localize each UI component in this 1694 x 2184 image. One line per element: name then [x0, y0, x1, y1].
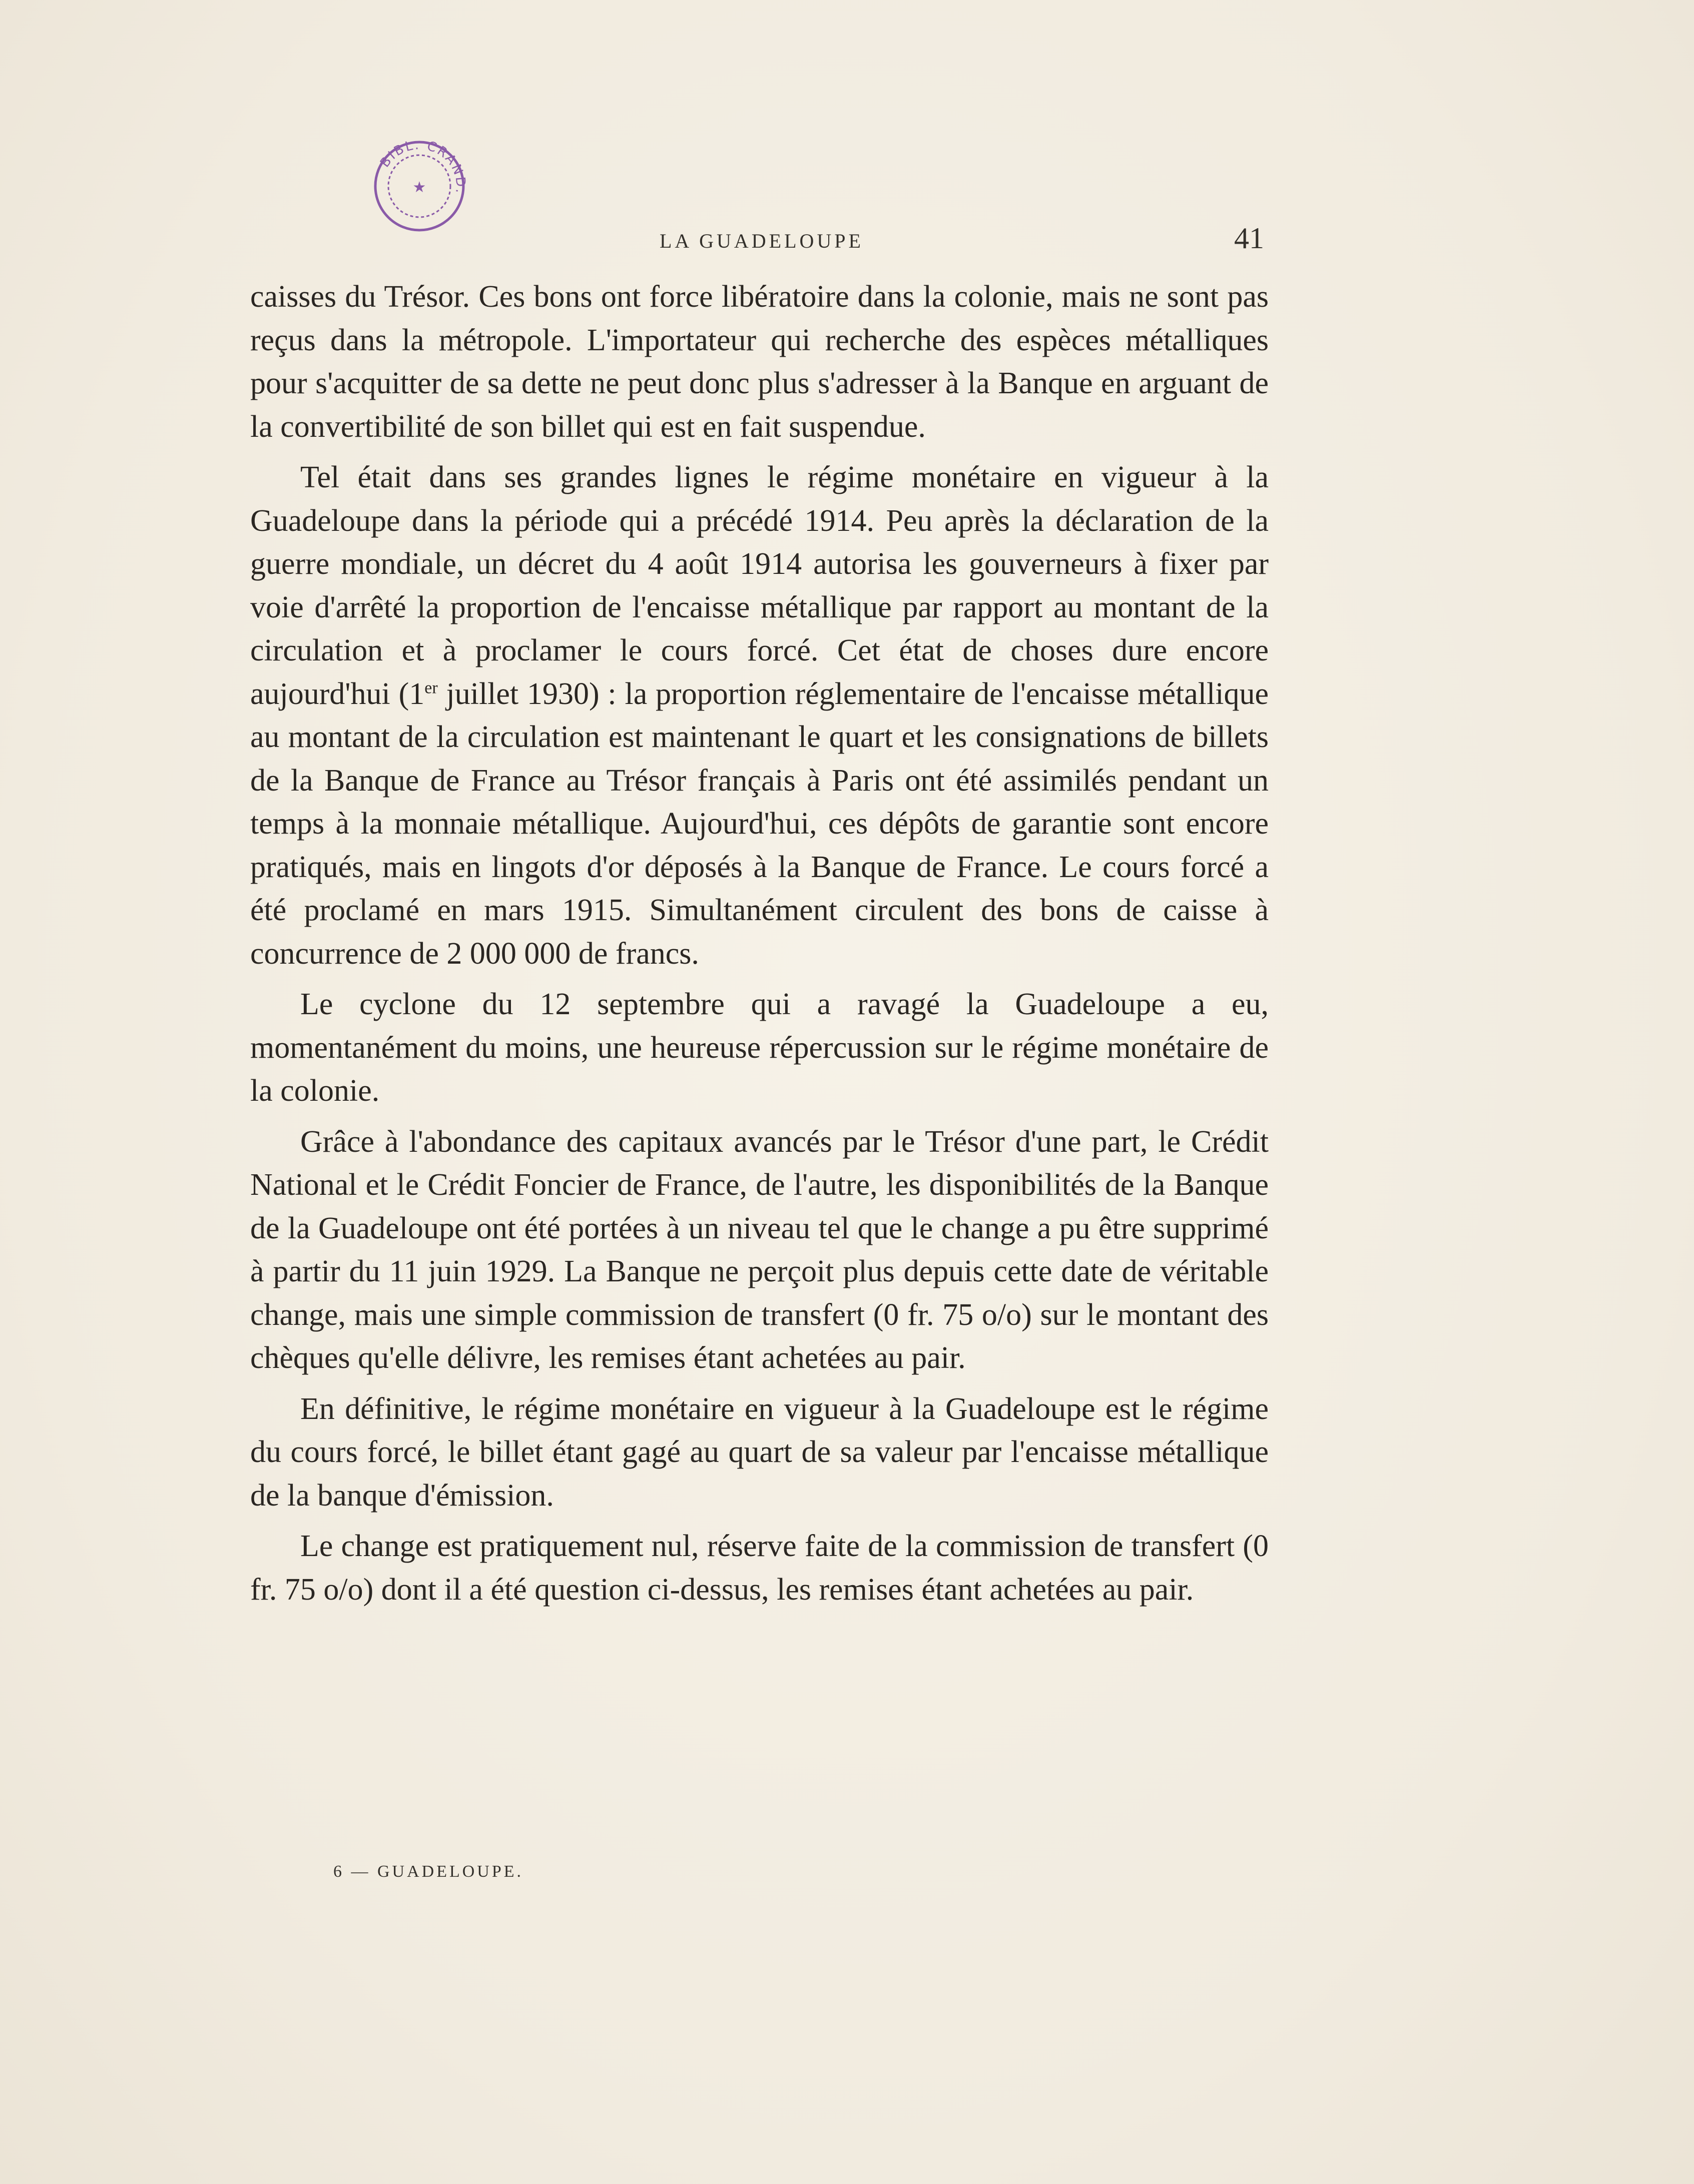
paragraph-3: Le cyclone du 12 septembre qui a ravagé la Guadeloupe a eu, momentanément du moins, une heureuse répercussion sur le régime monétaire de la colonie.	[250, 987, 1269, 1108]
main-text	[250, 275, 1269, 1619]
svg-text:★: ★	[412, 179, 426, 196]
signature-mark: 6 — GUADELOUPE.	[333, 1862, 524, 1881]
superscript-er: er	[424, 678, 438, 697]
library-stamp	[369, 136, 469, 236]
paragraph-1: caisses du Trésor. Ces bons ont force libératoire dans la colonie, mais ne sont pas reçus dans la métropole. L'importateur qui recherche des espèces métalliques pour s'acquitter de sa dette ne peut donc plus s'adresser à la Banque en arguant de la convertibilité de son billet qui est en fait suspendue.	[250, 280, 1269, 444]
svg-text:BIBL. CRAND.: BIBL. CRAND.	[377, 137, 468, 196]
paragraph-6: Le change est pratiquement nul, réserve faite de la commission de transfert (0 fr. 75 o/o) dont il a été question ci-dessus, les remises étant achetées au pair.	[250, 1529, 1269, 1607]
paragraph-2-part-1: Tel était dans ses grandes lignes le régime monétaire en vigueur à la Guadeloupe dans la période qui a précédé 1914. Peu après la déclaration de la guerre mondiale, un décret du 4 août 1914 autorisa les gouverneurs à fixer par voie d'arrêté la proportion de l'encaisse métallique par rapport au montant de la circulation et à proclamer le cours forcé. Cet état de choses dure encore aujourd'hui (1	[250, 460, 1269, 711]
page-number: 41	[1234, 222, 1264, 255]
paragraph-4: Grâce à l'abondance des capitaux avancés par le Trésor d'une part, le Crédit National et le Crédit Foncier de France, de l'autre, les disponibilités de la Banque de la Guadeloupe ont été portées à un niveau tel que le change a pu être supprimé à partir du 11 juin 1929. La Banque ne perçoit plus depuis cette date de véritable change, mais une simple commission de transfert (0 fr. 75 o/o) sur le montant des chèques qu'elle délivre, les remises étant achetées au pair.	[250, 1124, 1269, 1375]
paragraph-5: En définitive, le régime monétaire en vigueur à la Guadeloupe est le régime du cours forcé, le billet étant gagé au quart de sa valeur par l'encaisse métallique de la banque d'émission.	[250, 1391, 1269, 1513]
paragraph-2-part-2: juillet 1930) : la proportion réglementaire de l'encaisse métallique au montant de la circulation est maintenant le quart et les consignations de billets de la Banque de France au Trésor français à Paris ont été assimilés pendant un temps à la monnaie métallique. Aujourd'hui, ces dépôts de garantie sont encore pratiqués, mais en lingots d'or déposés à la Banque de France. Le cours forcé a été proclamé en mars 1915. Simultanément circulent des bons de caisse à concurrence de 2 000 000 de francs.	[250, 676, 1269, 971]
running-title: LA GUADELOUPE	[660, 230, 864, 252]
paragraph-2	[250, 456, 1269, 975]
